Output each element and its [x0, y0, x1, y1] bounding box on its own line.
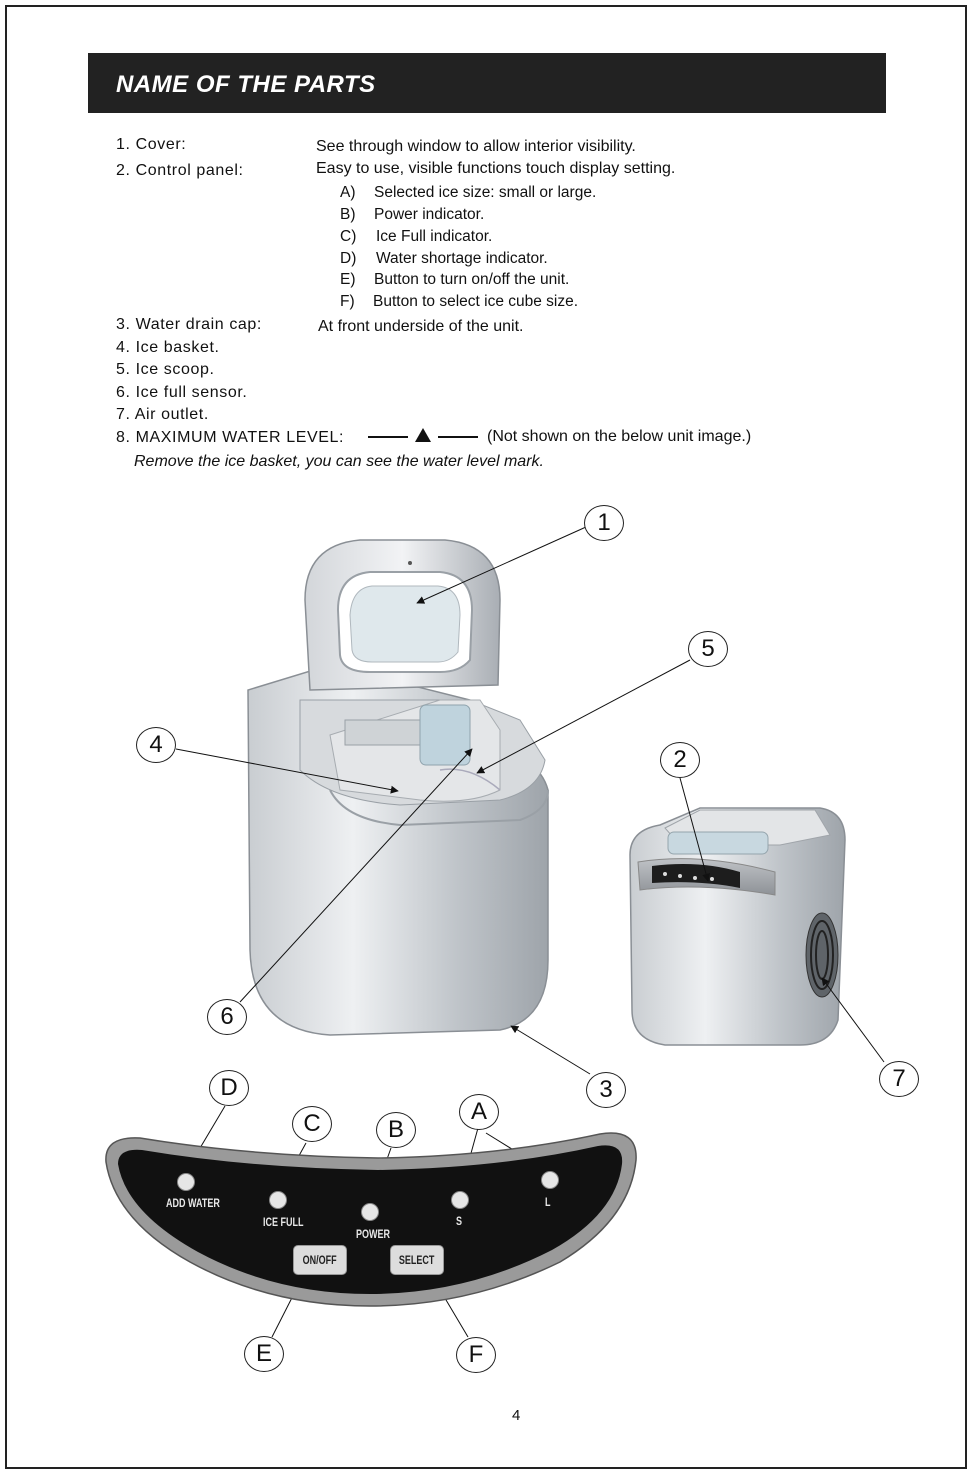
callout-5: 5 [688, 631, 728, 667]
panel-label-ice-full: ICE FULL [263, 1215, 304, 1229]
control-item-c-text: Ice Full indicator. [376, 228, 493, 245]
control-item-d-text: Water shortage indicator. [376, 250, 548, 267]
panel-label-add-water: ADD WATER [166, 1196, 220, 1210]
callout-3: 3 [586, 1072, 626, 1108]
control-item-e-text: Button to turn on/off the unit. [374, 271, 570, 288]
on-off-button-label: ON/OFF [302, 1253, 337, 1267]
part-desc-1: See through window to allow interior visibility. [316, 138, 636, 155]
large-ice-maker [248, 540, 548, 1035]
control-item-a-text: Selected ice size: small or large. [374, 184, 597, 201]
part-label-3: 3. Water drain cap: [116, 316, 262, 333]
part-label-8: 8. MAXIMUM WATER LEVEL: [116, 429, 345, 446]
part-desc-2: Easy to use, visible functions touch display setting. [316, 160, 676, 177]
callout-c: C [292, 1106, 332, 1142]
callout-d: D [209, 1070, 249, 1106]
part-label-5: 5. Ice scoop. [116, 361, 215, 378]
panel-label-power: POWER [356, 1227, 391, 1241]
control-panel-drawing [106, 1133, 636, 1306]
callout-f: F [456, 1337, 496, 1373]
part-label-2: 2. Control panel: [116, 162, 244, 179]
control-item-f-text: Button to select ice cube size. [373, 293, 579, 310]
select-button[interactable] [390, 1245, 444, 1275]
section-title: NAME OF THE PARTS [116, 71, 376, 98]
control-item-c-letter: C) [340, 228, 357, 245]
callout-1: 1 [584, 505, 624, 541]
control-item-a-letter: A) [340, 184, 356, 201]
small-ice-maker [630, 808, 845, 1045]
callout-a: A [459, 1094, 499, 1130]
part-label-1: 1. Cover: [116, 136, 187, 153]
control-item-e-letter: E) [340, 271, 356, 288]
control-item-d-letter: D) [340, 250, 357, 267]
panel-label-small: S [456, 1214, 463, 1228]
panel-label-large: L [545, 1195, 551, 1209]
part-label-4: 4. Ice basket. [116, 339, 220, 356]
part-label-7: 7. Air outlet. [116, 406, 209, 423]
callout-e: E [244, 1336, 284, 1372]
water-level-note: Remove the ice basket, you can see the water level mark. [134, 453, 544, 470]
callout-7: 7 [879, 1061, 919, 1097]
select-button-label: SELECT [399, 1253, 435, 1267]
control-item-b-letter: B) [340, 206, 356, 223]
part-desc-8: (Not shown on the below unit image.) [487, 428, 752, 445]
control-item-f-letter: F) [340, 293, 355, 310]
on-off-button[interactable] [293, 1245, 347, 1275]
callout-b: B [376, 1112, 416, 1148]
part-label-6: 6. Ice full sensor. [116, 384, 248, 401]
callout-4: 4 [136, 727, 176, 763]
part-desc-3: At front underside of the unit. [318, 318, 524, 335]
callout-2: 2 [660, 742, 700, 778]
callout-6: 6 [207, 999, 247, 1035]
page-number: 4 [512, 1407, 521, 1424]
control-item-b-text: Power indicator. [374, 206, 485, 223]
